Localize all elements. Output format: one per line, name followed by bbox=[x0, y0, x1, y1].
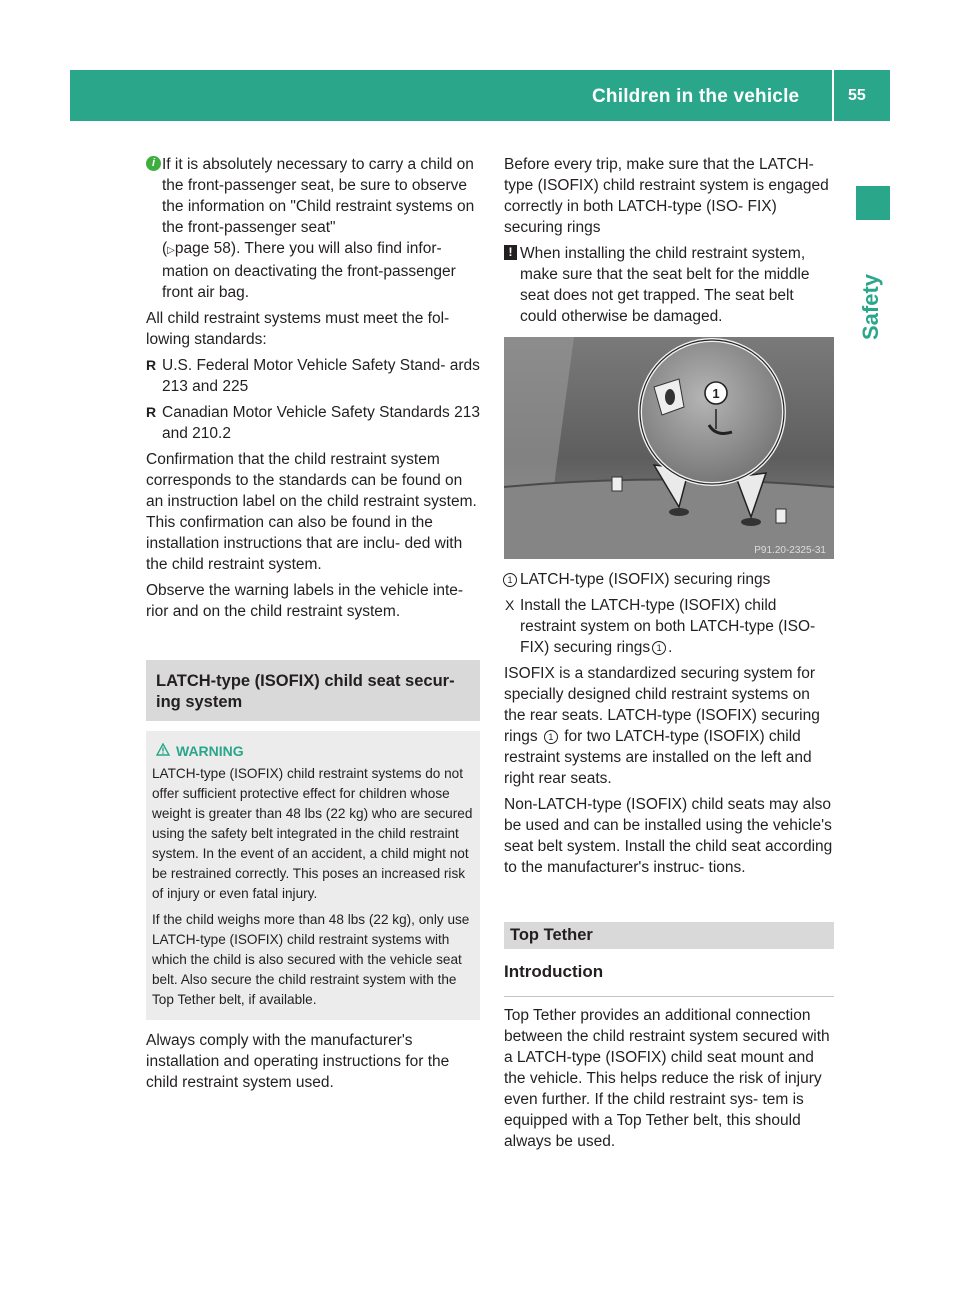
header-divider bbox=[832, 70, 834, 121]
section-title-top-tether: Top Tether bbox=[504, 922, 834, 949]
callout-1-icon: 1 bbox=[652, 641, 666, 655]
info-note-text-cont: page 58). There you will also find infor- mation on deactivating the front-passenger front air bag. bbox=[162, 240, 456, 301]
top-tether-text: Top Tether provides an additional connection between the child restraint system secured with a LATCH-type (ISOFIX) child seat mount and the vehicle. This helps reduce the risk of injury even further. If the child restraint sys- tem is equipped with a Top Tether belt, this should always be used. bbox=[504, 1007, 830, 1150]
legend-item bbox=[504, 569, 834, 590]
section-title-latch: LATCH-type (ISOFIX) child seat secur- ing system bbox=[146, 660, 480, 721]
non-latch-text: Non-LATCH-type (ISOFIX) child seats may also be used and can be installed using the vehicle's seat belt system. Install the child seat according to the manufacturer's instruc- tions. bbox=[504, 796, 833, 876]
figure-code: P91.20-2325-31 bbox=[754, 545, 826, 556]
callout-1-icon: 1 bbox=[544, 730, 558, 744]
side-tab-marker bbox=[856, 186, 890, 220]
heading-rule bbox=[504, 996, 834, 997]
left-column bbox=[146, 154, 480, 1098]
confirmation-text: Confirmation that the child restraint system corresponds to the standards can be found on an instruction label on the child restraint system. This confirmation can also be found in the installation instructions that are inclu- ded with the child restraint system. bbox=[146, 451, 477, 573]
intro-text: Before every trip, make sure that the LATCH- type (ISOFIX) child restraint system is engaged correctly in both LATCH-type (ISO- FIX) securing rings bbox=[504, 156, 829, 236]
figure-callout-1: 1 bbox=[712, 386, 720, 401]
closing-text: Always comply with the manufacturer's installation and operating instructions for the child restraint system used. bbox=[146, 1032, 450, 1091]
caution-icon: ! bbox=[504, 245, 517, 260]
warning-para: If the child weighs more than 48 lbs (22 kg), only use LATCH-type (ISOFIX) child restraint systems with which the child is also secured with the vehicle seat belt. Also secure the child restraint system with the Top Tether belt, if available. bbox=[152, 912, 470, 1007]
install-step-text: Install the LATCH-type (ISOFIX) child restraint system on both LATCH-type (ISO- FIX) securing rings bbox=[520, 597, 816, 656]
right-column bbox=[504, 154, 834, 1157]
page-ref-arrow-icon: ▷ bbox=[167, 245, 175, 256]
info-note-text: If it is absolutely necessary to carry a child on the front-passenger seat, be sure to observe the information on "Child restraint systems on the front-passenger seat" bbox=[162, 156, 475, 236]
page-number: 55 bbox=[848, 87, 866, 104]
step-arrow-icon: X bbox=[505, 597, 515, 613]
info-note bbox=[146, 154, 480, 303]
introduction-heading: Introduction bbox=[504, 962, 604, 981]
isofix-text-a: ISOFIX is a standardized securing system for specially designed child restraint systems on the rear seats. LATCH-type (ISOFIX) securing rings bbox=[504, 665, 820, 745]
warning-title-text: WARNING bbox=[176, 743, 244, 759]
legend-text: LATCH-type (ISOFIX) securing rings bbox=[520, 571, 771, 588]
page-ref-open: ( bbox=[162, 240, 168, 257]
isofix-text-b: for two LATCH-type (ISOFIX) child restraint systems are installed on the left and right rear seats. bbox=[504, 728, 812, 787]
caution-note bbox=[504, 243, 834, 327]
standard-item: R Canadian Motor Vehicle Safety Standards 213 and 210.2 bbox=[146, 402, 480, 444]
install-step-end: . bbox=[668, 639, 673, 656]
standards-intro: All child restraint systems must meet the fol- lowing standards: bbox=[146, 310, 450, 348]
observe-text: Observe the warning labels in the vehicle inte- rior and on the child restraint system. bbox=[146, 582, 464, 620]
warning-triangle-icon bbox=[156, 741, 170, 761]
standard-item: R U.S. Federal Motor Vehicle Safety Stand- ards 213 and 225 bbox=[146, 355, 480, 397]
warning-para: LATCH-type (ISOFIX) child restraint systems do not offer sufficient protective effect for children whose weight is greater than 48 lbs (22 kg) who are secured using the safety belt integrated in the child restraint system. In the event of an accident, a child might not be restrained correctly. This poses an increased risk of injury or even fatal injury. bbox=[152, 766, 473, 901]
isofix-illustration bbox=[504, 337, 834, 559]
caution-text: When installing the child restraint system, make sure that the seat belt for the middle seat does not get trapped. The seat belt could otherwise be damaged. bbox=[520, 245, 810, 325]
page-header-title: Children in the vehicle bbox=[592, 86, 800, 107]
warning-box bbox=[146, 731, 480, 1020]
info-icon: i bbox=[146, 156, 161, 171]
isofix-figure bbox=[504, 337, 834, 559]
callout-1-icon: 1 bbox=[503, 573, 517, 587]
isofix-text bbox=[504, 663, 834, 789]
install-step bbox=[504, 595, 834, 658]
side-tab-label: Safety bbox=[858, 273, 883, 340]
warning-title bbox=[152, 741, 474, 761]
